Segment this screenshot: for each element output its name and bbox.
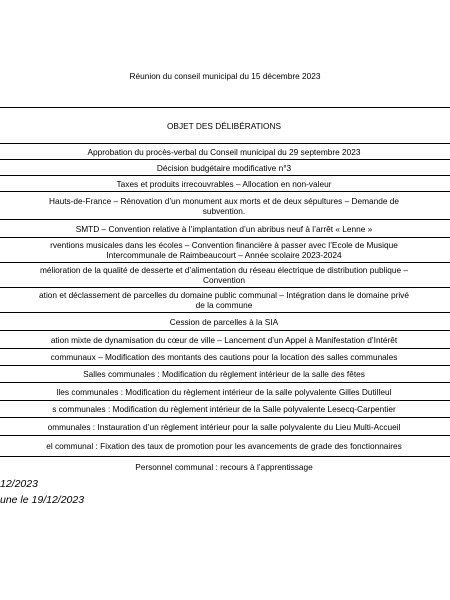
deliberation-text: mélioration de la qualité de desserte et d’alimentation du réseau électrique de distribution publique – [39,265,409,275]
meeting-title: Réunion du conseil municipal du 15 décembre 2023 [129,71,321,81]
footer-publication-line: une le 19/12/2023 [0,494,85,506]
deliberation-row [0,176,450,192]
footer-date-line: 12/2023 [0,478,38,490]
deliberation-text: Taxes et produits irrecouvrables – Allocation en non-valeur [116,178,332,189]
deliberation-text: Salles communales : Modification du règlement intérieur de la salle des fêtes [83,369,365,379]
deliberation-text: Intercommunale de Raimbeaucourt – Année scolaire 2023-2024 [106,250,342,260]
deliberation-row [0,192,450,220]
deliberation-text: Hauts-de-France – Rénovation d’un monument aux morts et de deux sépultures – Demande de [48,195,400,206]
deliberation-row [0,401,450,418]
deliberation-text: Convention [203,275,245,285]
deliberation-text: ation mixte de dynamisation du cœur de ville – Lancement d’un Appel à Manifestation d’Intérêt [50,334,398,345]
deliberation-text: s communales : Modification du règlement intérieur de la Salle polyvalente Lesecq-Carpentier [52,404,396,414]
deliberation-text: rventions musicales dans les écoles – Convention financière à passer avec l’Ecole de Musique [50,240,398,250]
deliberation-row [0,144,450,160]
deliberation-text: communaux – Modification des montants des cautions pour la location des salles communales [50,352,398,362]
deliberation-row [0,238,450,263]
deliberation-row [0,436,450,457]
deliberation-text: Cession de parcelles à la SIA [169,316,279,327]
table-header: OBJET DES DÉLIBÉRATIONS [166,120,282,131]
deliberation-text: Décision budgétaire modificative n°3 [156,162,292,173]
deliberation-row [0,313,450,331]
deliberation-row [0,331,450,349]
deliberation-text: de la commune [195,300,253,310]
deliberation-row [0,366,450,383]
deliberation-row [0,383,450,401]
deliberation-row [0,349,450,366]
table-header-row [0,108,450,144]
deliberation-row [0,220,450,238]
deliberation-text: ommunales : Instauration d’un règlement intérieur pour la salle polyvalente du Lieu Multi-Accueil [47,421,401,432]
deliberation-text: lles communales : Modification du règlement intérieur de la salle polyvalente Gilles Dutilleul [56,386,392,397]
deliberation-row [0,457,450,476]
deliberation-text: subvention. [202,205,246,216]
deliberation-row [0,288,450,313]
deliberation-text: ation et déclassement de parcelles du domaine public communal – Intégration dans le domaine privé [39,290,409,300]
deliberation-row [0,418,450,436]
deliberation-text: el communal : Fixation des taux de promotion pour les avancements de grade des fonctionnaires [46,441,402,451]
deliberations-table [0,107,450,476]
deliberation-text: Approbation du procès-verbal du Conseil municipal du 29 septembre 2023 [87,146,361,157]
deliberation-row [0,263,450,288]
deliberation-text: Personnel communal : recours à l’apprentissage [135,461,313,472]
deliberation-text: SMTD – Convention relative à l’implantation d’un abribus neuf à l’arrêt « Lenne » [75,223,373,234]
deliberation-row [0,160,450,176]
